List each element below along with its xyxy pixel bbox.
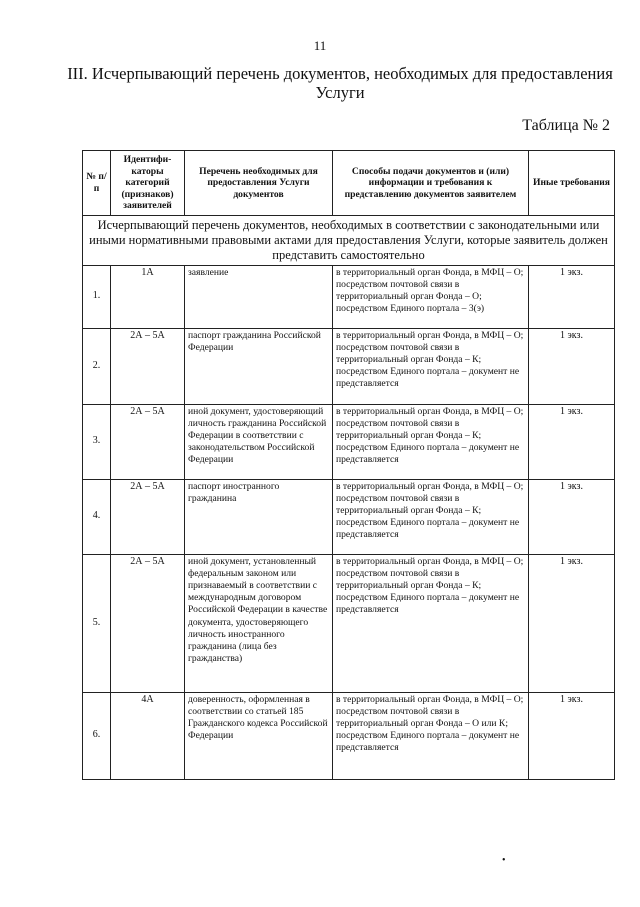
header-documents: Перечень необходимых для предоставления Услуги документов bbox=[185, 151, 333, 216]
row-num: 2. bbox=[83, 328, 111, 404]
documents-table bbox=[82, 150, 615, 780]
row-method: в территориальный орган Фонда, в МФЦ – О; посредством почтовой связи в территориальный орган Фонда – К; посредством Единого портала – документ не представляется bbox=[333, 404, 529, 479]
row-num: 5. bbox=[83, 554, 111, 692]
section-heading bbox=[60, 64, 620, 102]
row-method: в территориальный орган Фонда, в МФЦ – О; посредством почтовой связи в территориальный орган Фонда – К; посредством Единого портала – документ не представляется bbox=[333, 554, 529, 692]
stray-mark: • bbox=[502, 855, 506, 866]
row-method: в территориальный орган Фонда, в МФЦ – О; посредством почтовой связи в территориальный орган Фонда – О или К; посредством Единого портала – документ не представляется bbox=[333, 692, 529, 779]
table-row bbox=[83, 265, 615, 328]
section-heading-line2: Услуги bbox=[315, 83, 365, 102]
row-document: иной документ, удостоверяющий личность гражданина Российской Федерации в соответствии с законодательством Российской Федерации bbox=[185, 404, 333, 479]
row-requirement: 1 экз. bbox=[529, 328, 615, 404]
row-document: паспорт иностранного гражданина bbox=[185, 479, 333, 554]
row-category: 1А bbox=[111, 265, 185, 328]
row-requirement: 1 экз. bbox=[529, 554, 615, 692]
row-category: 2А – 5А bbox=[111, 479, 185, 554]
table-row bbox=[83, 328, 615, 404]
row-category: 2А – 5А bbox=[111, 328, 185, 404]
table-row bbox=[83, 692, 615, 779]
row-category: 2А – 5А bbox=[111, 404, 185, 479]
row-num: 3. bbox=[83, 404, 111, 479]
table-header-row bbox=[83, 151, 615, 216]
table-label: Таблица № 2 bbox=[522, 117, 610, 134]
table-row bbox=[83, 479, 615, 554]
row-requirement: 1 экз. bbox=[529, 479, 615, 554]
row-requirement: 1 экз. bbox=[529, 265, 615, 328]
table-row bbox=[83, 404, 615, 479]
row-document: доверенность, оформленная в соответствии со статьей 185 Гражданского кодекса Российской Федерации bbox=[185, 692, 333, 779]
section-heading-line1: III. Исчерпывающий перечень документов, необходимых для предоставления bbox=[67, 64, 613, 83]
row-num: 6. bbox=[83, 692, 111, 779]
row-category: 4А bbox=[111, 692, 185, 779]
section-row bbox=[83, 215, 615, 265]
header-num: № п/п bbox=[83, 151, 111, 216]
row-document: паспорт гражданина Российской Федерации bbox=[185, 328, 333, 404]
table-row bbox=[83, 554, 615, 692]
row-method: в территориальный орган Фонда, в МФЦ – О; посредством почтовой связи в территориальный орган Фонда – О; посредством Единого портала – 3(э) bbox=[333, 265, 529, 328]
section-title: Исчерпывающий перечень документов, необходимых в соответствии с законодательными или иными нормативными правовыми актами для предоставления Услуги, которые заявитель должен представить самостоятельно bbox=[83, 215, 615, 265]
header-methods: Способы подачи документов и (или) информации и требования к представлению документов заявителем bbox=[333, 151, 529, 216]
page-number: 11 bbox=[313, 38, 327, 53]
row-num: 1. bbox=[83, 265, 111, 328]
row-method: в территориальный орган Фонда, в МФЦ – О; посредством почтовой связи в территориальный орган Фонда – К; посредством Единого портала – документ не представляется bbox=[333, 328, 529, 404]
header-category: Идентифи-каторы категорий (признаков) заявителей bbox=[111, 151, 185, 216]
row-method: в территориальный орган Фонда, в МФЦ – О; посредством почтовой связи в территориальный орган Фонда – К; посредством Единого портала – документ не представляется bbox=[333, 479, 529, 554]
row-requirement: 1 экз. bbox=[529, 692, 615, 779]
row-document: заявление bbox=[185, 265, 333, 328]
row-category: 2А – 5А bbox=[111, 554, 185, 692]
row-document: иной документ, установленный федеральным законом или признаваемый в соответствии с международным договором Российской Федерации в качестве документа, удостоверяющего личность иностранного гражданина (лица без гражданства) bbox=[185, 554, 333, 692]
header-other: Иные требования bbox=[529, 151, 615, 216]
row-num: 4. bbox=[83, 479, 111, 554]
row-requirement: 1 экз. bbox=[529, 404, 615, 479]
